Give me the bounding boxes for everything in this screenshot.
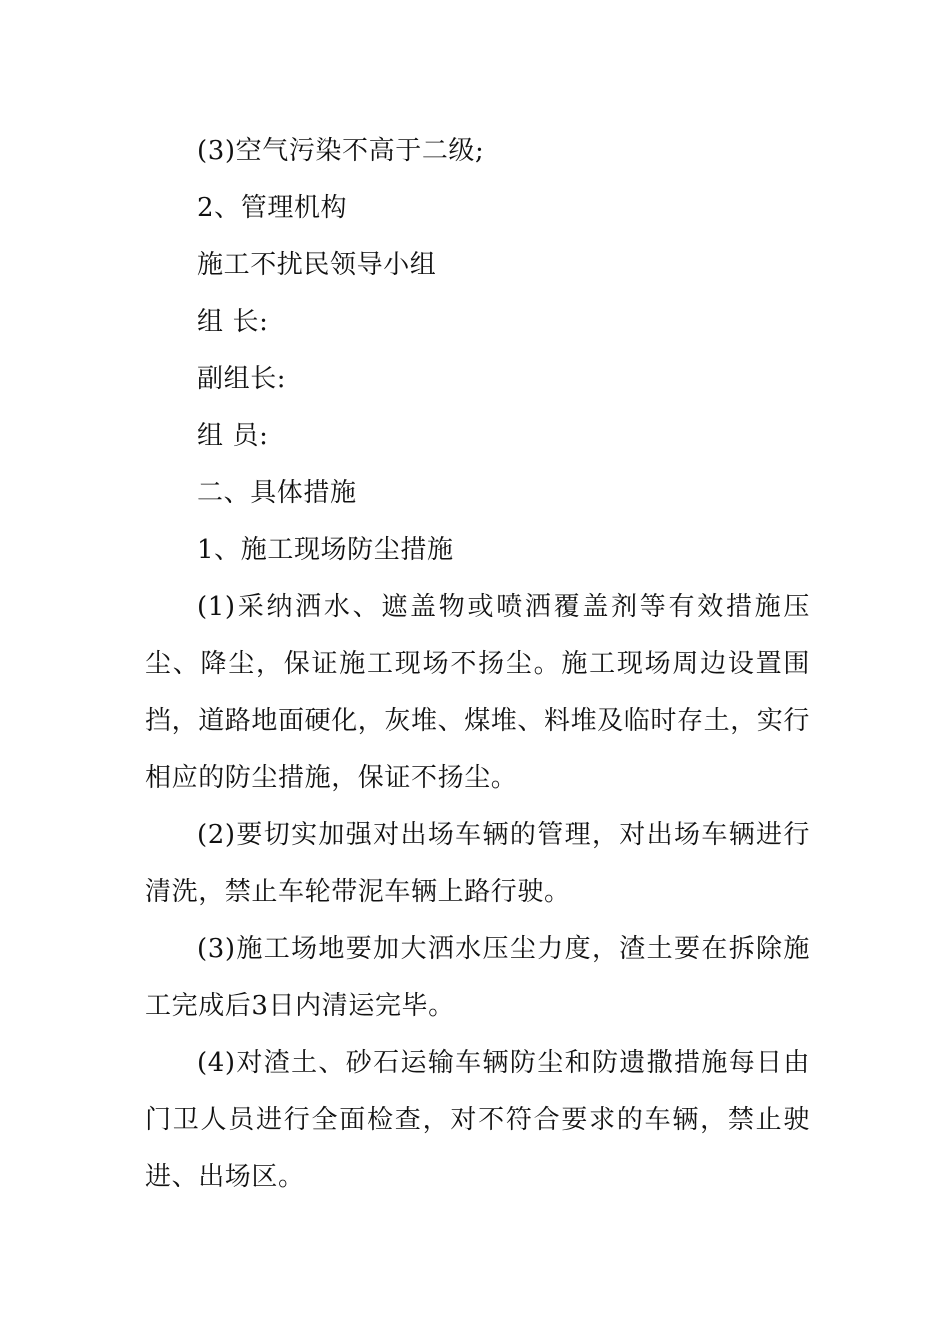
paragraph-measure-1: (1)采纳洒水、遮盖物或喷洒覆盖剂等有效措施压尘、降尘，保证施工现场不扬尘。施工现场周边设置围挡，道路地面硬化，灰堆、煤堆、料堆及临时存土，实行相应的防尘措施，保证不扬尘。 [145,592,811,793]
paragraph-leading-group: 施工不扰民领导小组 [197,250,437,280]
document-body [145,123,810,1206]
heading-management-org: 2、管理机构 [197,193,348,223]
paragraph-measure-4: (4)对渣土、砂石运输车辆防尘和防遗撒措施每日由门卫人员进行全面检查，对不符合要求的车辆，禁止驶进、出场区。 [145,1048,810,1192]
paragraph-group-leader: 组 长: [197,307,269,337]
heading-dust-prevention: 1、施工现场防尘措施 [197,535,454,565]
paragraph-air-pollution: (3)空气污染不高于二级; [197,136,485,166]
heading-specific-measures: 二、具体措施 [197,478,357,508]
paragraph-measure-2: (2)要切实加强对出场车辆的管理，对出场车辆进行清洗，禁止车轮带泥车辆上路行驶。 [145,820,810,907]
paragraph-group-members: 组 员: [197,421,269,451]
paragraph-measure-3: (3)施工场地要加大洒水压尘力度，渣土要在拆除施工完成后3日内清运完毕。 [145,934,810,1021]
paragraph-deputy-leader: 副组长: [197,364,287,394]
